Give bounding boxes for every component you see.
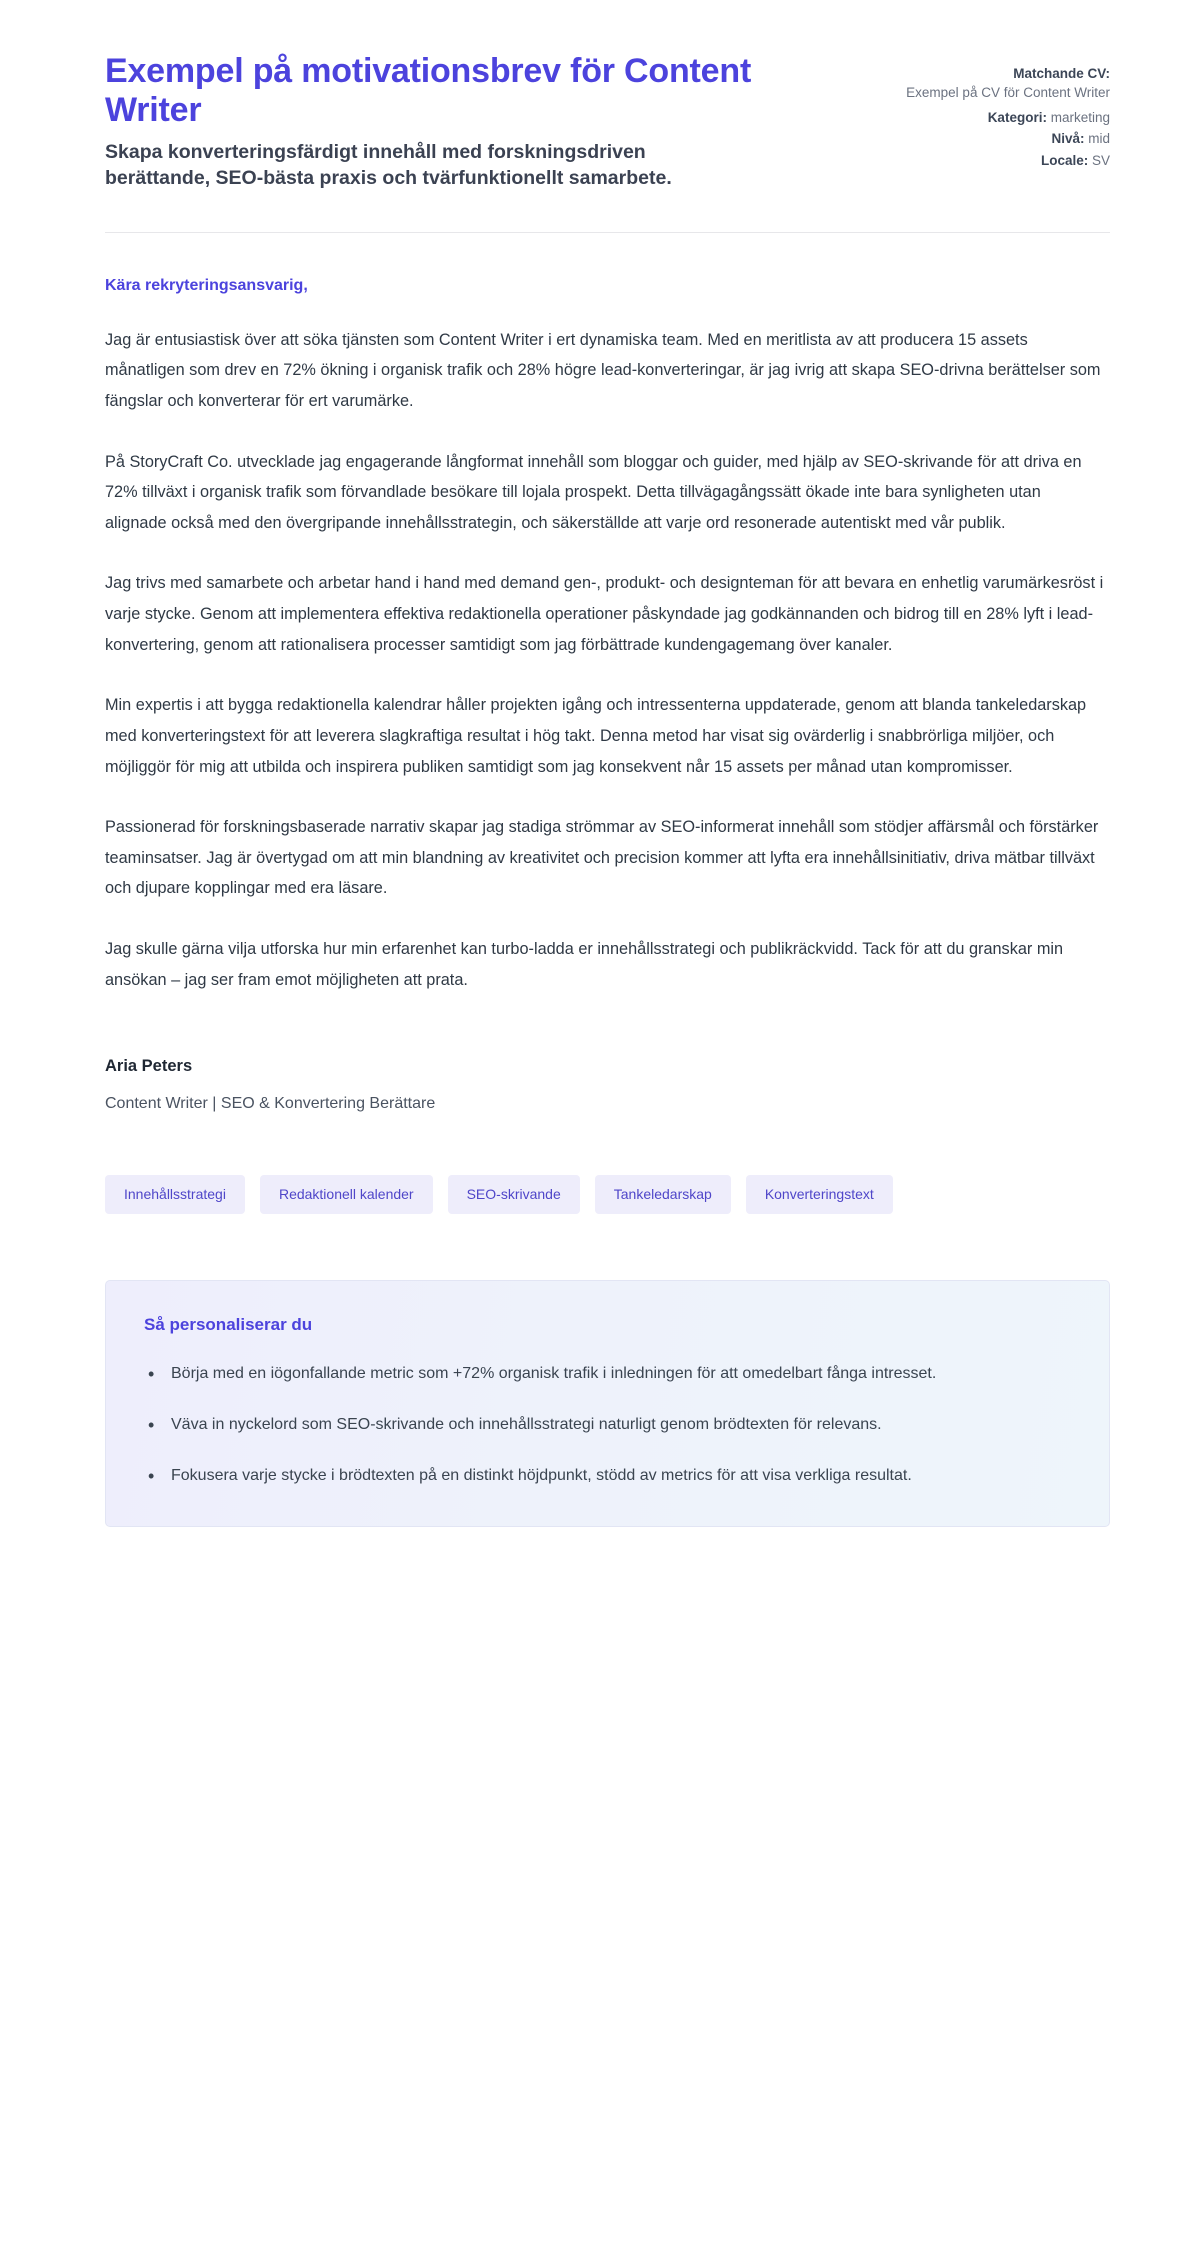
meta-category-label: Kategori: [987,110,1047,126]
page-title: Exempel på motivationsbrev för Content Writer [105,52,752,130]
tag-chip[interactable]: Konverteringstext [746,1175,893,1214]
tips-item: • Väva in nyckelord som SEO-skrivande och innehållsstrategi naturligt genom brödtexten för relevans. [144,1410,1071,1439]
meta-matching-cv-label: Matchande CV: [1013,66,1110,81]
meta-level-value: mid [1088,131,1110,147]
tips-list [144,1359,1071,1490]
tag-chip[interactable]: Redaktionell kalender [260,1175,433,1214]
document-metadata [895,52,1110,172]
personalization-tips-panel [105,1280,1110,1527]
cover-letter-body [105,233,1110,996]
signature-role: Content Writer | SEO & Konvertering Berättare [105,1095,436,1113]
letter-paragraph: Jag trivs med samarbete och arbetar hand i hand med demand gen-, produkt- och designteman för att bevara en enhetlig varumärkesröst i varje stycke. Genom att implementera effektiva redaktionella operationer påskyndade jag godkännanden och bidrog till en 28% lyft i lead-konvertering, genom att rationalisera processer samtidigt som jag förbättrade kundengagemang över kanaler. [105,574,1104,654]
meta-category-value: marketing [1050,110,1110,126]
meta-matching-cv [895,64,1110,102]
signature-name: Aria Peters [105,1057,193,1076]
page-header [105,52,1110,192]
meta-locale-label: Locale: [1040,152,1089,168]
header-text-block [105,52,825,192]
tips-title: Så personaliserar du [144,1315,313,1335]
meta-locale [895,151,1110,170]
tag-chip[interactable]: SEO-skrivande [448,1175,580,1214]
page-subtitle: Skapa konverteringsfärdigt innehåll med forskningsdriven berättande, SEO-bästa praxis och tvärfunktionellt samarbete. [105,140,672,189]
meta-level [895,129,1110,148]
tips-item: • Fokusera varje stycke i brödtexten på en distinkt höjdpunkt, stödd av metrics för att visa verkliga resultat. [144,1461,1071,1490]
signature-block [105,1057,1110,1113]
tips-item: • Börja med en iögonfallande metric som +72% organisk trafik i inledningen för att omedelbart fånga intresset. [144,1359,1071,1388]
letter-paragraph: På StoryCraft Co. utvecklade jag engagerande långformat innehåll som bloggar och guider, med hjälp av SEO-skrivande för att driva en 72% tillväxt i organisk trafik som förvandlade besökare till lojala prospekt. Detta tillvägagångssätt ökade inte bara synligheten utan alignade också med den övergripande innehållsstrategin, och säkerställde att varje ord resonerade autentiskt med vår publik. [105,452,1082,532]
tag-chip[interactable]: Tankeledarskap [595,1175,731,1214]
tag-chip[interactable]: Innehållsstrategi [105,1175,245,1214]
meta-locale-value: SV [1091,152,1110,168]
meta-matching-cv-value: Exempel på CV för Content Writer [906,85,1110,101]
tag-list [105,1175,1110,1214]
letter-paragraph: Jag är entusiastisk över att söka tjänsten som Content Writer i ert dynamiska team. Med en meritlista av att producera 15 assets månatligen som drev en 72% ökning i organisk trafik och 28% högre lead-konverteringar, är jag ivrig att skapa SEO-drivna berättelser som fängslar och konverterar för ert varumärke. [105,330,1101,410]
letter-paragraph: Min expertis i att bygga redaktionella kalendrar håller projekten igång och intressenterna uppdaterade, genom att blanda tankeledarskap med konverteringstext för att leverera slagkraftiga resultat i hög takt. Denna metod har visat sig ovärderlig i snabbrörliga miljöer, och möjliggör för mig att utbilda och inspirera publiken samtidigt som jag konsekvent når 15 assets per månad utan kompromisser. [105,696,1087,776]
meta-category [895,108,1110,127]
letter-paragraph: Jag skulle gärna vilja utforska hur min erfarenhet kan turbo-ladda er innehållsstrategi och publikräckvidd. Tack för att du granskar min ansökan – jag ser fram emot möjligheten att prata. [105,940,1064,989]
meta-level-label: Nivå: [1051,131,1085,147]
letter-paragraph: Passionerad för forskningsbaserade narrativ skapar jag stadiga strömmar av SEO-informerat innehåll som stödjer affärsmål och förstärker teaminsatser. Jag är övertygad om att min blandning av kreativitet och precision kommer att lyfta era innehållsinitiativ, driva mätbar tillväxt och djupare kopplingar med era läsare. [105,818,1099,898]
salutation: Kära rekryteringsansvarig, [105,276,308,294]
